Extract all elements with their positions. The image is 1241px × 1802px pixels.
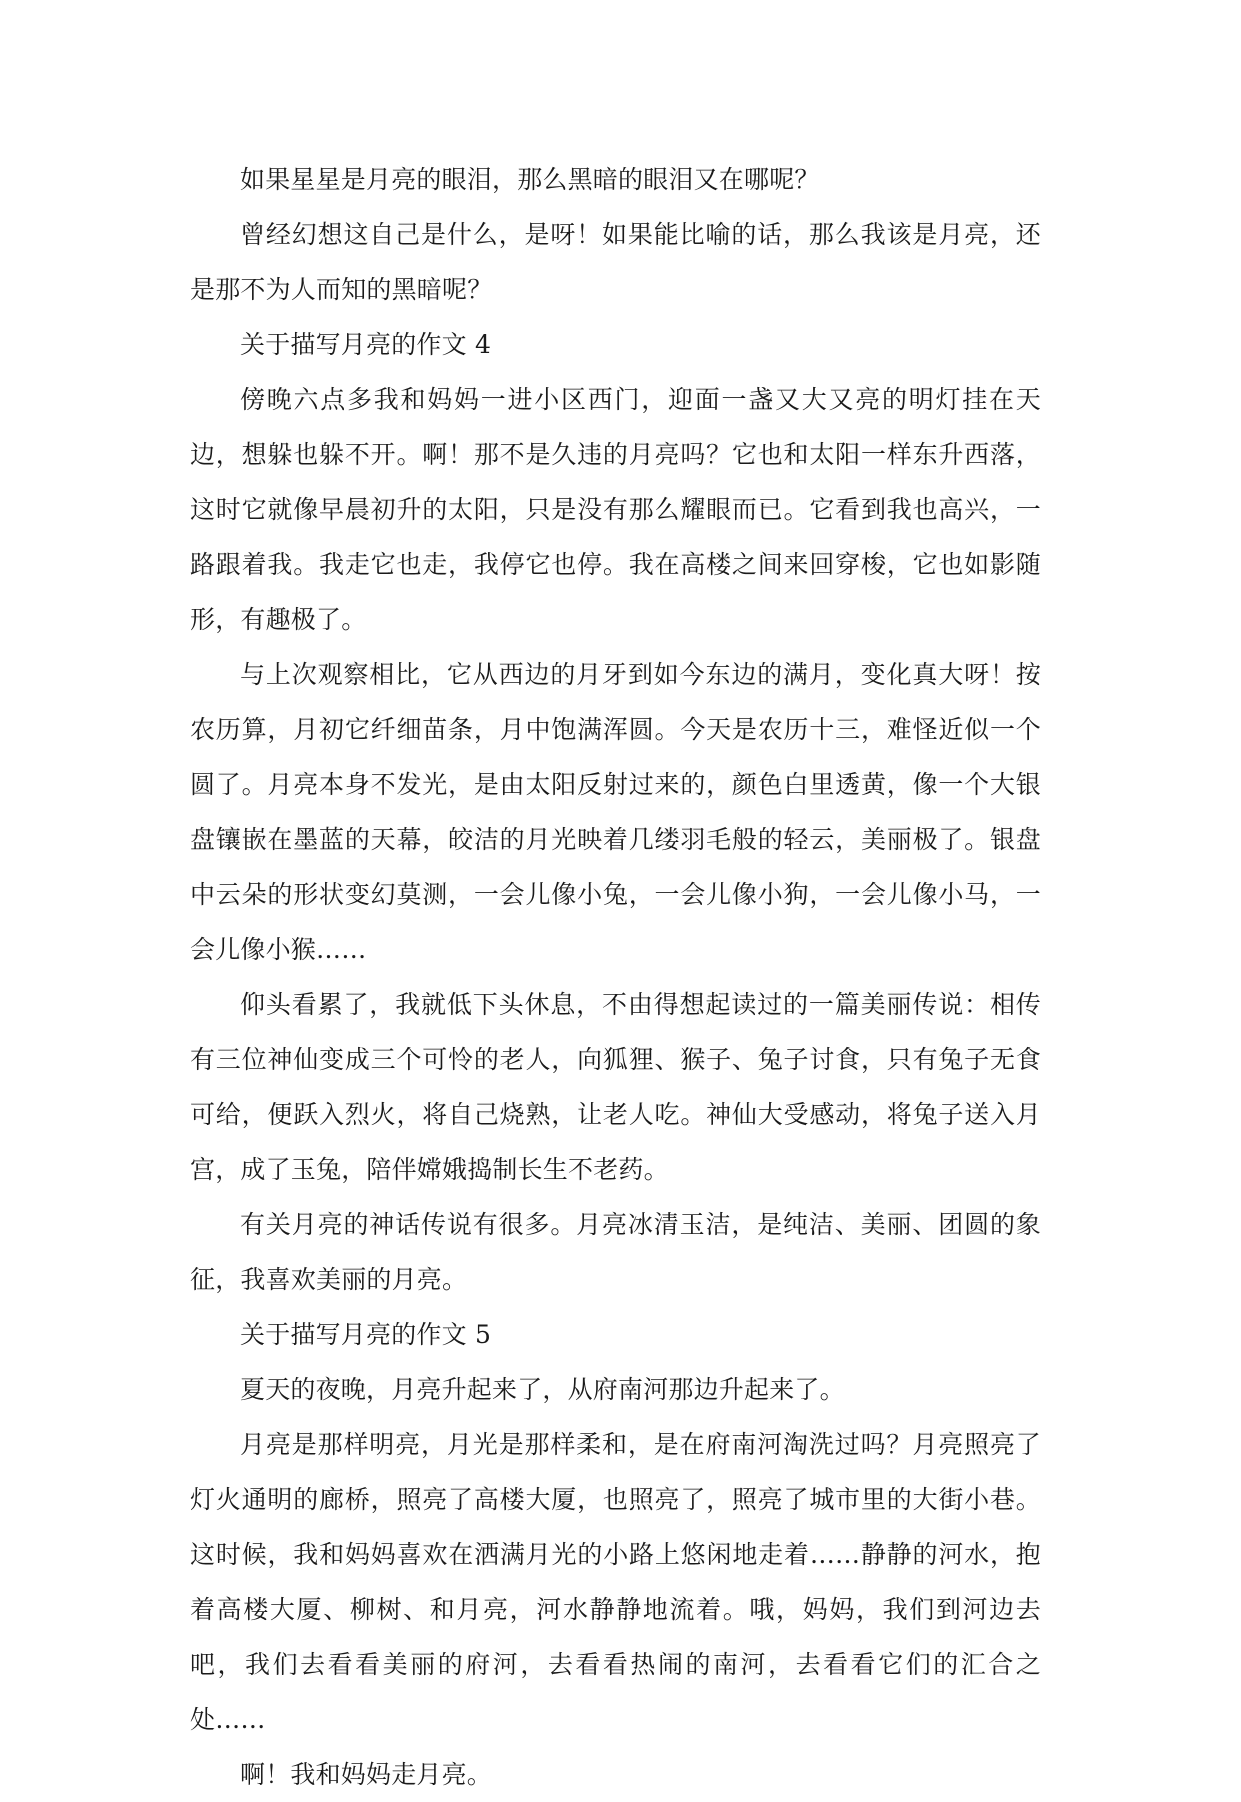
document-body	[190, 152, 1041, 1802]
paragraph: 与上次观察相比，它从西边的月牙到如今东边的满月，变化真大呀！按农历算，月初它纤细苗条，月中饱满浑圆。今天是农历十三，难怪近似一个圆了。月亮本身不发光，是由太阳反射过来的，颜色白里透黄，像一个大银盘镶嵌在墨蓝的天幕，皎洁的月光映着几缕羽毛般的轻云，美丽极了。银盘中云朵的形状变幻莫测，一会儿像小兔，一会儿像小狗，一会儿像小马，一会儿像小猴……	[190, 660, 1041, 964]
paragraph: 夏天的夜晚，月亮升起来了，从府南河那边升起来了。	[240, 1375, 845, 1404]
paragraph: 仰头看累了，我就低下头休息，不由得想起读过的一篇美丽传说：相传有三位神仙变成三个可怜的老人，向狐狸、猴子、兔子讨食，只有兔子无食可给，便跃入烈火，将自己烧熟，让老人吃。神仙大受感动，将兔子送入月宫，成了玉兔，陪伴嫦娥捣制长生不老药。	[190, 990, 1041, 1184]
paragraph: 有关月亮的神话传说有很多。月亮冰清玉洁，是纯洁、美丽、团圆的象征，我喜欢美丽的月亮。	[190, 1210, 1041, 1294]
paragraph: 啊！我和妈妈走月亮。	[240, 1760, 493, 1789]
section-heading: 关于描写月亮的作文 5	[240, 1320, 492, 1349]
section-heading: 关于描写月亮的作文 4	[240, 330, 492, 359]
paragraph: 月亮是那样明亮，月光是那样柔和，是在府南河淘洗过吗？月亮照亮了灯火通明的廊桥，照亮了高楼大厦，也照亮了，照亮了城市里的大街小巷。这时候，我和妈妈喜欢在洒满月光的小路上悠闲地走着……静静的河水，抱着高楼大厦、柳树、和月亮，河水静静地流着。哦，妈妈，我们到河边去吧，我们去看看美丽的府河，去看看热闹的南河，去看看它们的汇合之处……	[190, 1430, 1041, 1734]
paragraph: 曾经幻想这自己是什么，是呀！如果能比喻的话，那么我该是月亮，还是那不为人而知的黑暗呢？	[190, 220, 1041, 304]
paragraph: 傍晚六点多我和妈妈一进小区西门，迎面一盏又大又亮的明灯挂在天边，想躲也躲不开。啊！那不是久违的月亮吗？它也和太阳一样东升西落，这时它就像早晨初升的太阳，只是没有那么耀眼而已。它看到我也高兴，一路跟着我。我走它也走，我停它也停。我在高楼之间来回穿梭，它也如影随形，有趣极了。	[190, 385, 1041, 634]
paragraph: 如果星星是月亮的眼泪，那么黑暗的眼泪又在哪呢？	[240, 165, 820, 194]
